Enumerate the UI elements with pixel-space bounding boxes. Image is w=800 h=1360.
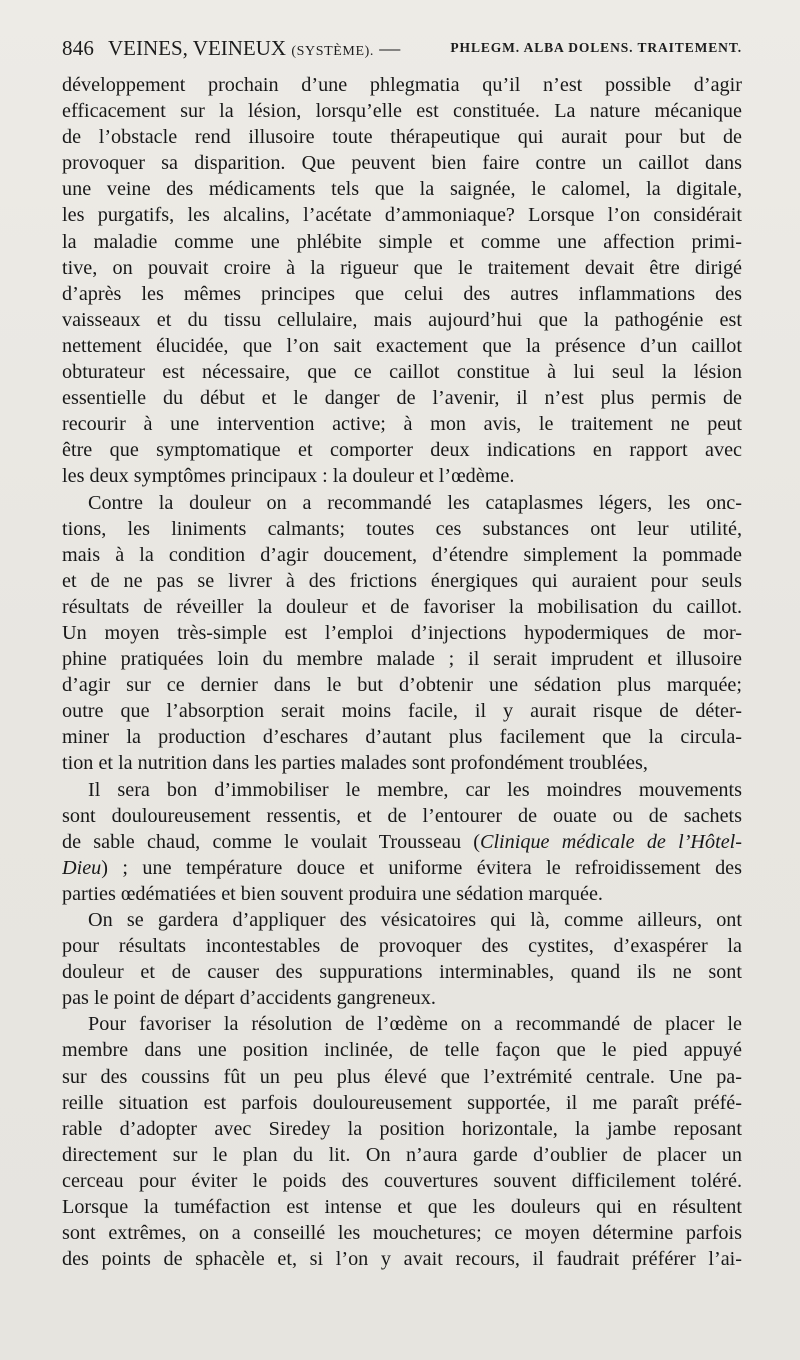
text-segment: de sable chaud, comme le voulait Trousseau ( [62,830,480,853]
text-line-paragraph-end: tion et la nutrition dans les parties malades sont profondément troublées, [62,752,648,775]
running-title-paren: (SYSTÈME). [291,44,374,59]
text-line-paragraph-start: Contre la douleur on a recommandé les cataplasmes légers, les onc- [88,491,742,514]
text-line: recourir à une intervention active; à mon avis, le traitement ne peut [62,413,742,436]
text-line-paragraph-start: Pour favoriser la résolution de l’œdème on a recommandé de placer le [88,1013,742,1036]
running-title-dash: — [379,36,401,60]
text-line: outre que l’absorption serait moins facile, il y aurait risque de déter- [62,700,742,723]
text-line-with-citation [62,829,742,855]
text-line-with-citation [62,855,742,881]
text-line: d’après les mêmes principes que celui des autres inflammations des [62,282,742,305]
text-line: la maladie comme une phlébite simple et comme une affection primi- [62,230,742,253]
text-line-paragraph-start: Il sera bon d’immobiliser le membre, car les moindres mouvements [88,778,742,801]
text-segment: ) ; une température douce et uniforme évitera le refroidissement des [101,856,742,879]
text-line: des points de sphacèle et, si l’on y avait recours, il faudrait préférer l’ai- [62,1248,742,1271]
text-line: tive, on pouvait croire à la rigueur que le traitement devait être dirigé [62,256,742,279]
text-line-paragraph-end: pas le point de départ d’accidents gangreneux. [62,987,436,1010]
text-line: Un moyen très-simple est l’emploi d’injections hypodermiques de mor- [62,621,742,644]
text-line: sont extrêmes, on a conseillé les mouchetures; ce moyen détermine parfois [62,1222,742,1245]
text-line: les purgatifs, les alcalins, l’acétate d’ammoniaque? Lorsque l’on considérait [62,204,742,227]
text-line: de l’obstacle rend illusoire toute thérapeutique qui aurait pour but de [62,126,742,149]
text-line: vaisseaux et du tissu cellulaire, mais aujourd’hui que la pathogénie est [62,308,742,331]
running-subtitle: PHLEGM. ALBA DOLENS. TRAITEMENT. [450,40,742,55]
text-line: tions, les liniments calmants; toutes ces substances ont leur utilité, [62,517,742,540]
text-line: miner la production d’eschares d’autant plus facilement que la circula- [62,726,742,749]
text-line-paragraph-end: les deux symptômes principaux : la douleur et l’œdème. [62,465,515,488]
page-number: 846 [62,36,95,60]
text-line: membre dans une position inclinée, de telle façon que le pied appuyé [62,1039,742,1062]
running-title-main: VEINES, VEINEUX [108,36,287,60]
text-line: provoquer sa disparition. Que peuvent bien faire contre un caillot dans [62,152,742,175]
text-line: pour résultats incontestables de provoquer des cystites, d’exaspérer la [62,935,742,958]
text-line: et de ne pas se livrer à des frictions énergiques qui auraient pour seuls [62,569,742,592]
citation-title: Clinique médicale de l’Hôtel- [479,830,742,853]
text-line: résultats de réveiller la douleur et de favoriser la mobilisation du caillot. [62,595,742,618]
text-line: mais à la condition d’agir doucement, d’étendre simplement la pommade [62,543,742,566]
text-line: sont douloureusement ressentis, et de l’entourer de ouate ou de sachets [62,804,742,827]
body-text [62,72,742,1272]
text-line: être que symptomatique et comporter deux indications en rapport avec [62,439,742,462]
text-line: nettement élucidée, que l’on sait exactement que la présence d’un caillot [62,334,742,357]
text-line: une veine des médicaments tels que la saignée, le calomel, la digitale, [62,178,742,201]
text-line: rable d’adopter avec Siredey la position horizontale, la jambe reposant [62,1117,742,1140]
text-line: d’agir sur ce dernier dans le but d’obtenir une sédation plus marquée; [62,674,742,697]
text-line: phine pratiquées loin du membre malade ; il serait imprudent et illusoire [62,648,742,671]
text-line-paragraph-start: On se gardera d’appliquer des vésicatoires qui là, comme ailleurs, ont [88,909,742,931]
text-line: essentielle du début et le danger de l’avenir, il n’est plus permis de [62,387,742,410]
running-header [62,36,742,66]
text-line: douleur et de causer des suppurations interminables, quand ils ne sont [62,961,742,984]
running-title [108,36,400,61]
text-line: obturateur est nécessaire, que ce caillot constitue à lui seul la lésion [62,361,742,384]
text-line: développement prochain d’une phlegmatia qu’il n’est possible d’agir [62,74,742,96]
text-line: Lorsque la tuméfaction est intense et que les douleurs qui en résultent [62,1196,742,1219]
text-line: reille situation est parfois douloureusement supportée, il me paraît préfé- [62,1091,742,1114]
text-line: efficacement sur la lésion, lorsqu’elle est constituée. La nature mécanique [62,100,742,123]
text-line: sur des coussins fût un peu plus élevé que l’extrémité centrale. Une pa- [62,1065,742,1088]
text-line: directement sur le plan du lit. On n’aura garde d’oublier de placer un [62,1143,742,1166]
text-line-paragraph-end: parties œdématiées et bien souvent produira une sédation marquée. [62,882,603,905]
text-line: cerceau pour éviter le poids des couvertures souvent difficilement toléré. [62,1169,742,1192]
citation-title-end: Dieu [62,856,102,879]
